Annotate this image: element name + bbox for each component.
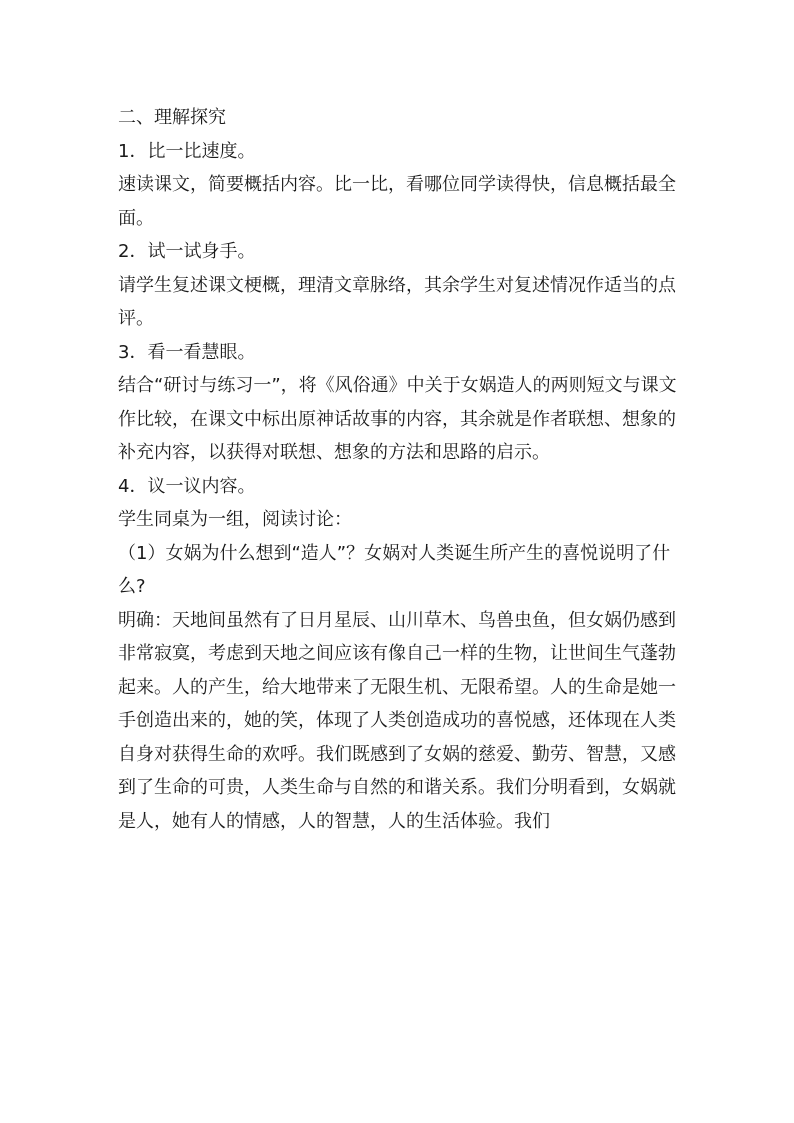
paragraph: 结合“研讨与练习一”，将《风俗通》中关于女娲造人的两则短文与课文作比较，在课文中标出原神话故事的内容，其余就是作者联想、想象的补充内容，以获得对联想、想象的方法和思路的启示。 — [118, 375, 677, 463]
paragraph: 请学生复述课文梗概，理清文章脉络，其余学生对复述情况作适当的点评。 — [118, 274, 676, 329]
answer-paragraph: 明确：天地间虽然有了日月星辰、山川草木、鸟兽虫鱼，但女娲仍感到非常寂寞，考虑到天地之间应该有像自己一样的生物，让世间生气蓬勃起来。人的产生，给大地带来了无限生机、无限希望。人的生命是她一手创造出来的，她的笑，体现了人类创造成功的喜悦感，还体现在人类自身对获得生命的欢呼。我们既感到了女娲的慈爱、勤劳、智慧，又感到了生命的可贵，人类生命与自然的和谐关系。我们分明看到，女娲就是人，她有人的情感，人的智慧，人的生活体验。我们 — [118, 609, 676, 832]
item-heading-3: 3．看一看慧眼。 — [118, 341, 256, 363]
paragraph: 学生同桌为一组，阅读讨论： — [118, 509, 352, 530]
question: （1）女娲为什么想到“造人”？女娲对人类诞生所产生的喜悦说明了什么? — [118, 542, 671, 597]
item-heading-4: 4．议一议内容。 — [118, 475, 256, 497]
paragraph: 速读课文，简要概括内容。比一比，看哪位同学读得快，信息概括最全面。 — [118, 174, 676, 229]
document-body — [118, 101, 678, 838]
item-heading-2: 2．试一试身手。 — [118, 241, 256, 262]
section-heading: 二、理解探究 — [118, 107, 226, 128]
item-heading-1: 1．比一比速度。 — [118, 140, 256, 162]
